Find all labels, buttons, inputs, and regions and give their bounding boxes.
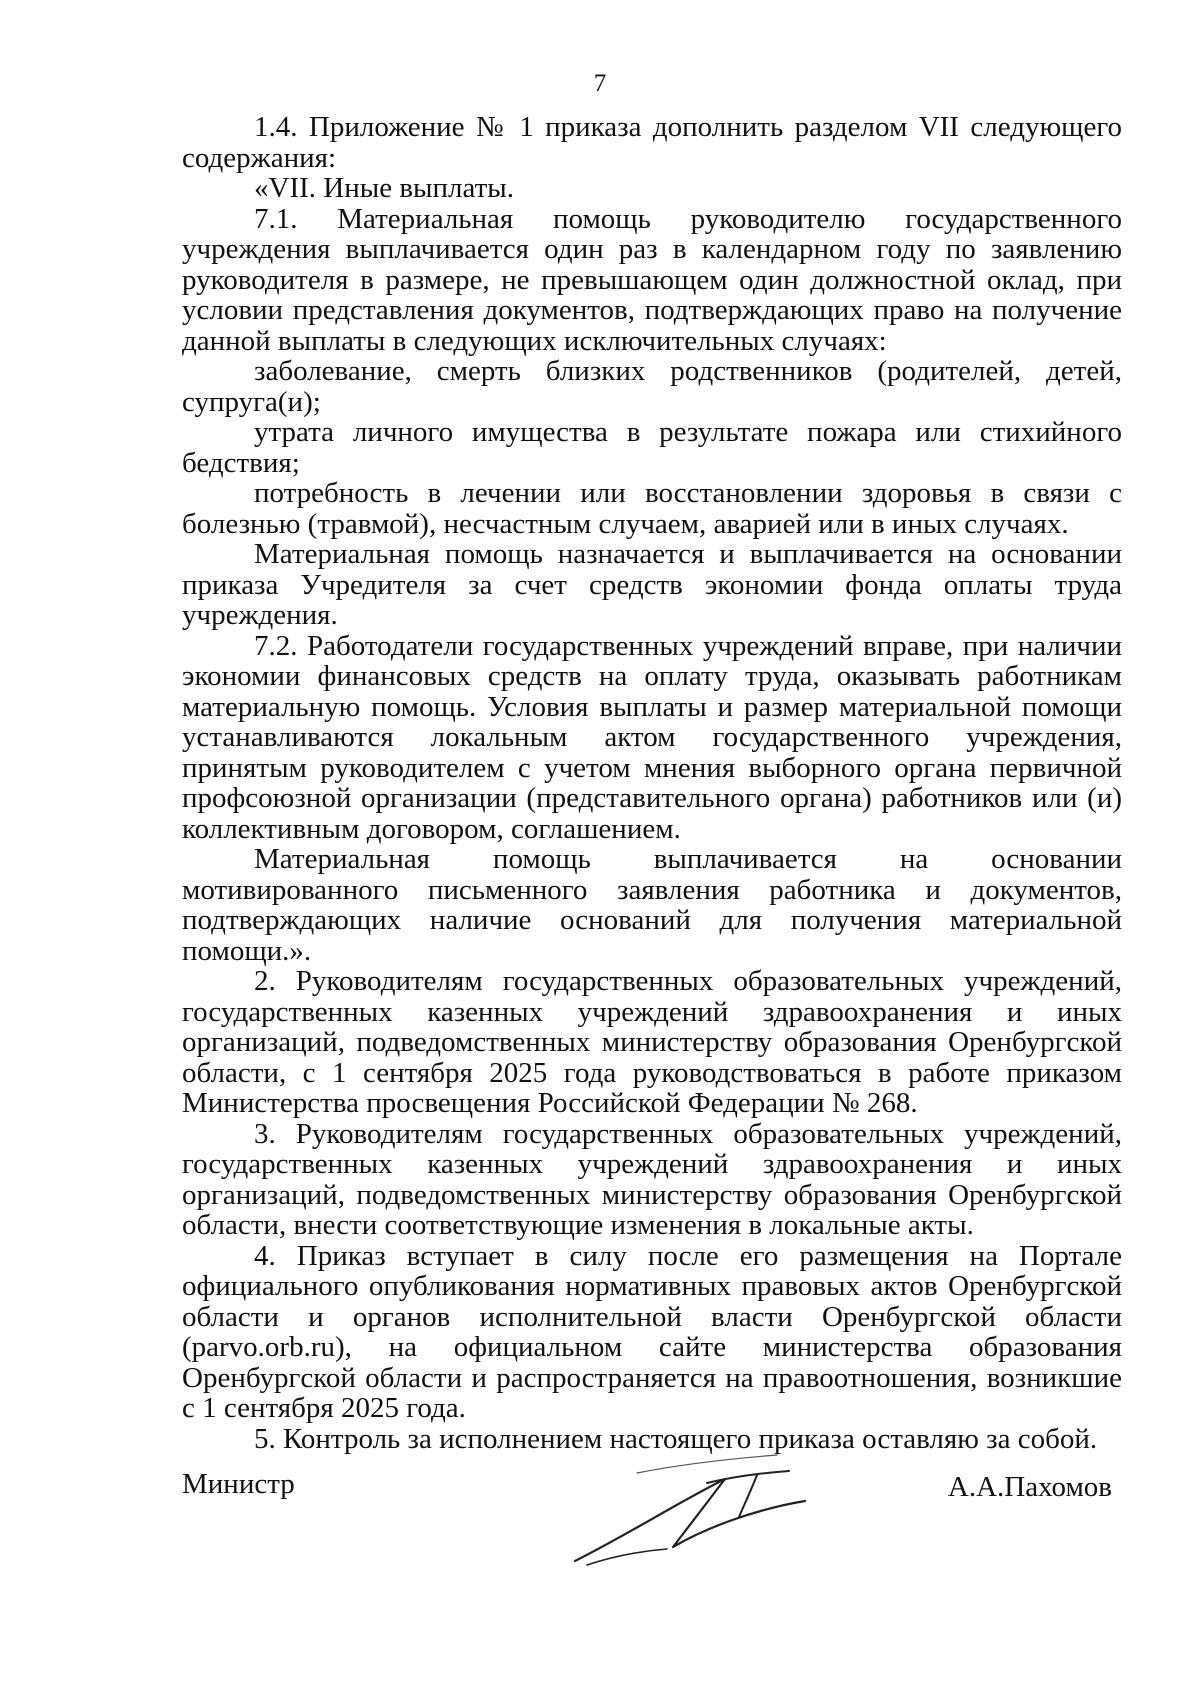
- paragraph-case-illness: заболевание, смерть близких родственников (родителей, детей, супруга(и);: [182, 355, 1122, 418]
- paragraph-1-4: 1.4. Приложение № 1 приказа дополнить разделом VII следующего содержания:: [182, 111, 1122, 174]
- paragraph-case-property-loss: утрата личного имущества в результате пожара или стихийного бедствия;: [182, 416, 1122, 479]
- signer-title: Министр: [182, 1468, 295, 1500]
- page-number: 7: [593, 70, 607, 97]
- paragraph-item-3: 3. Руководителям государственных образовательных учреждений, государственных казенных учреждений здравоохранения и иных организаций, подведомственных министерству образования Оренбургской области, внести соответствующие изменения в локальные акты.: [182, 1117, 1122, 1241]
- handwritten-signature: [557, 1443, 817, 1573]
- paragraph-section-vii-title: «VII. Иные выплаты.: [254, 172, 515, 204]
- signature-block: [182, 1468, 1122, 1588]
- signer-name: А.А.Пахомов: [947, 1471, 1112, 1503]
- paragraph-7-1: 7.1. Материальная помощь руководителю государственного учреждения выплачивается один раз в календарном году по заявлению руководителя в размере, не превышающем один должностной оклад, при условии представления документов, подтверждающих право на получение данной выплаты в следующих исключительных случаях:: [182, 202, 1122, 357]
- paragraph-item-2: 2. Руководителям государственных образовательных учреждений, государственных казенных учреждений здравоохранения и иных организаций, подведомственных министерству образования Оренбургской области, с 1 сентября 2025 года руководствоваться в работе приказом Министерства просвещения Российской Федерации № 268.: [182, 965, 1122, 1119]
- paragraph-assistance-basis: Материальная помощь назначается и выплачивается на основании приказа Учредителя за счет средств экономии фонда оплаты труда учреждения.: [182, 538, 1122, 631]
- paragraph-item-4: 4. Приказ вступает в силу после его размещения на Портале официального опубликования нормативных правовых актов Оренбургской области и органов исполнительной власти Оренбургской области (parvo.orb.ru), на официальном сайте министерства образования Оренбургской области и распространяется на правоотношения, возникшие с 1 сентября 2025 года.: [182, 1239, 1122, 1424]
- paragraph-assistance-application: Материальная помощь выплачивается на основании мотивированного письменного заявления работника и документов, подтверждающих наличие оснований для получения материальной помощи.».: [182, 843, 1122, 967]
- paragraph-7-2: 7.2. Работодатели государственных учреждений вправе, при наличии экономии финансовых средств на оплату труда, оказывать работникам материальную помощь. Условия выплаты и размер материальной помощи устанавливаются локальным актом государственного учреждения, принятым руководителем с учетом мнения выборного органа первичной профсоюзной организации (представительного органа) работников или (и) коллективным договором, соглашением.: [182, 629, 1122, 845]
- paragraph-case-treatment: потребность в лечении или восстановлении здоровья в связи с болезнью (травмой), несчастным случаем, аварией или в иных случаях.: [182, 477, 1122, 540]
- document-body: [182, 112, 1122, 1454]
- paragraph-item-5: 5. Контроль за исполнением настоящего приказа оставляю за собой.: [254, 1422, 1098, 1455]
